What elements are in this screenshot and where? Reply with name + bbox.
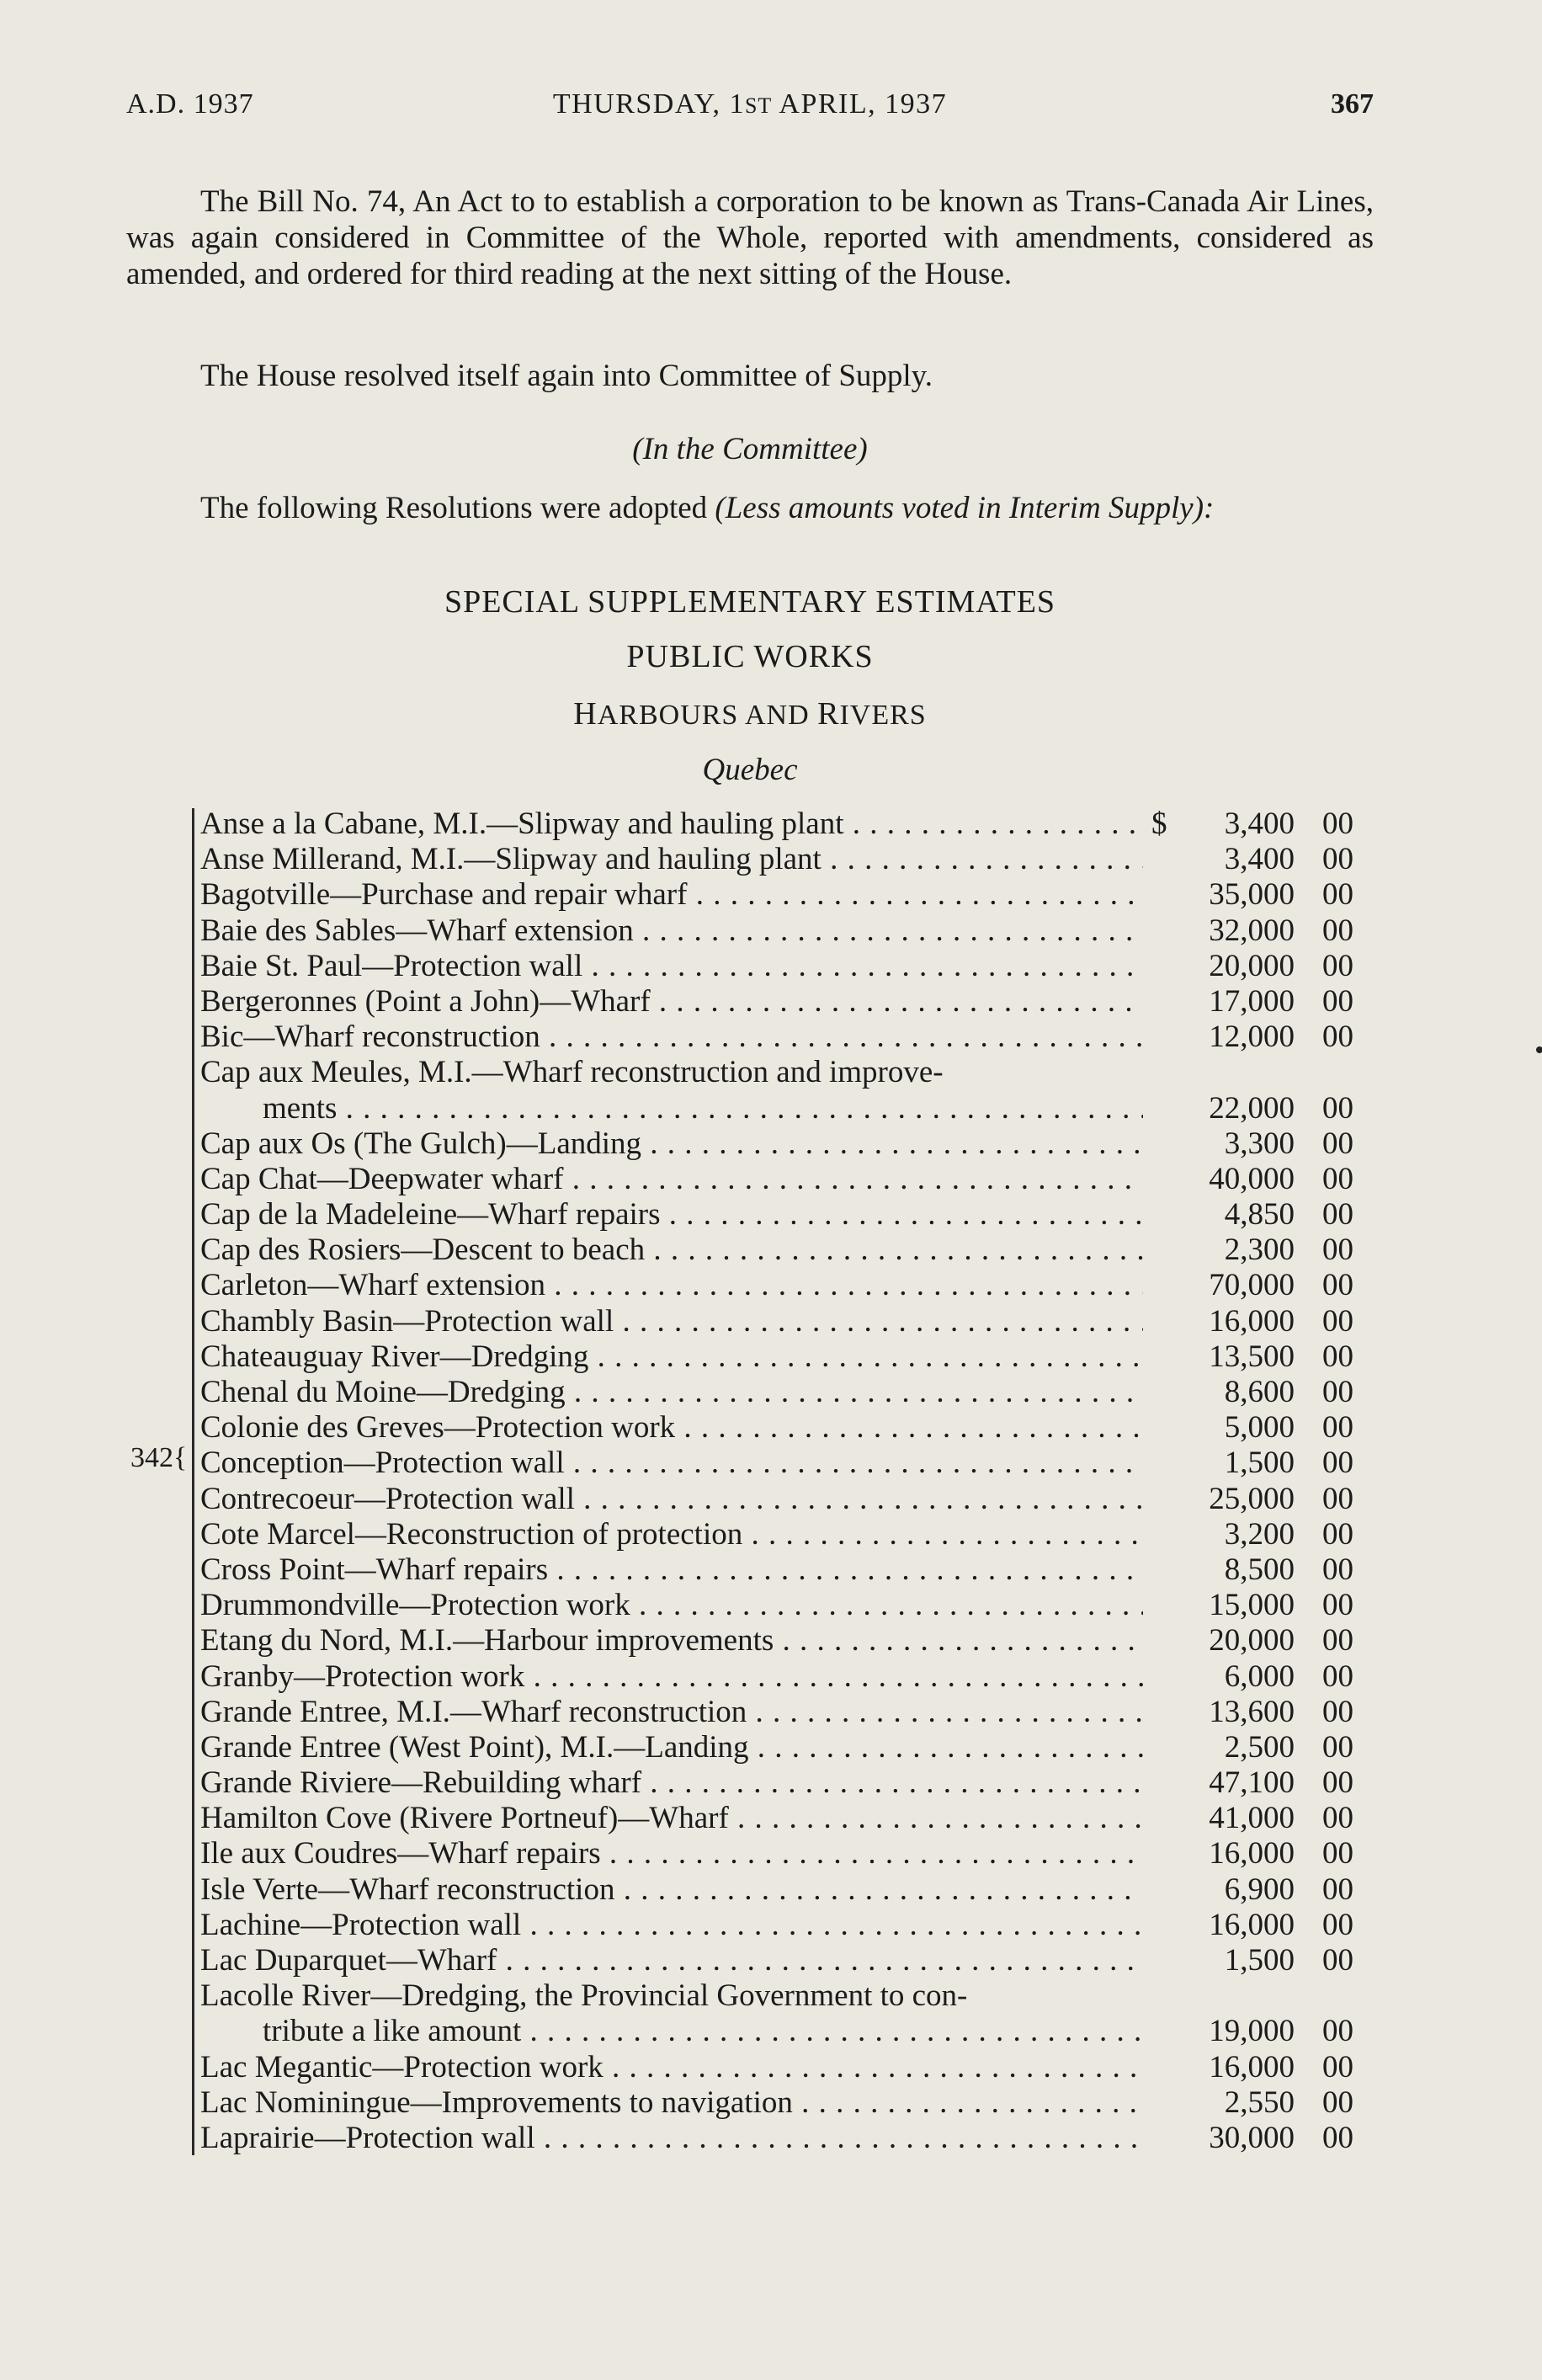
- section-heading: SPECIAL SUPPLEMENTARY ESTIMATES: [444, 584, 1056, 620]
- margin-dot: [1536, 1046, 1542, 1053]
- item-description: Grande Entree (West Point), M.I.—Landing . . .: [200, 1730, 1143, 1765]
- item-description: Drummondville—Protection work . . .: [200, 1588, 1143, 1623]
- list-item: [200, 1268, 1387, 1303]
- item-amount: 12,000 00: [1209, 1020, 1353, 1055]
- item-description: tribute a like amount . . .: [200, 2014, 1143, 2049]
- list-item: [200, 2085, 1387, 2121]
- item-amount: 8,600 00: [1224, 1375, 1353, 1409]
- list-item: [200, 877, 1387, 913]
- item-amount: 2,500 00: [1224, 1729, 1353, 1765]
- item-description: Cap des Rosiers—Descent to beach . . .: [200, 1233, 1143, 1268]
- item-amount: 1,500 00: [1224, 1943, 1353, 1978]
- item-amount: 6,000 00: [1224, 1659, 1353, 1694]
- item-description: Carleton—Wharf extension . . .: [200, 1268, 1143, 1303]
- item-description: Lac Nominingue—Improvements to navigation . . .: [200, 2085, 1143, 2121]
- list-item: [200, 984, 1387, 1020]
- list-item: [200, 913, 1387, 949]
- item-description: Cap de la Madeleine—Wharf repairs . . .: [200, 1197, 1143, 1233]
- item-description: Chambly Basin—Protection wall . . .: [200, 1304, 1143, 1339]
- item-description: ments . . .: [200, 1091, 1143, 1126]
- list-item: [200, 807, 1387, 842]
- item-amount: 20,000 00: [1209, 1623, 1353, 1659]
- item-amount: 15,000 00: [1209, 1588, 1353, 1623]
- item-description: Chenal du Moine—Dredging . . .: [200, 1375, 1143, 1410]
- item-amount: 4,850 00: [1224, 1197, 1353, 1233]
- list-item: [200, 1339, 1387, 1375]
- list-item: [200, 1233, 1387, 1268]
- supply-paragraph: The House resolved itself again into Committee of Supply.: [200, 359, 933, 393]
- item-amount: 3,200 00: [1224, 1516, 1353, 1552]
- list-item: [200, 1410, 1387, 1446]
- item-description: Etang du Nord, M.I.—Harbour improvements . . .: [200, 1623, 1143, 1659]
- list-item: [200, 1659, 1387, 1695]
- item-amount: 35,000 00: [1209, 877, 1353, 913]
- list-item: [200, 1552, 1387, 1588]
- page-header: [126, 88, 1374, 125]
- item-amount: 16,000 00: [1209, 2049, 1353, 2084]
- item-amount: 32,000 00: [1209, 913, 1353, 948]
- list-item: [200, 1197, 1387, 1233]
- list-item: [200, 1517, 1387, 1552]
- list-item: [200, 2121, 1387, 2156]
- item-description: Baie des Sables—Wharf extension . . .: [200, 913, 1143, 949]
- list-item: [200, 1978, 1387, 2014]
- item-description: Cap aux Meules, M.I.—Wharf reconstruction and improve-: [200, 1055, 944, 1090]
- list-item: [200, 1126, 1387, 1162]
- item-description: Cap Chat—Deepwater wharf . . .: [200, 1162, 1143, 1197]
- item-description: Laprairie—Protection wall . . .: [200, 2121, 1143, 2156]
- estimates-list: [200, 807, 1387, 2156]
- item-description: Contrecoeur—Protection wall . . .: [200, 1482, 1143, 1517]
- item-description: Cross Point—Wharf repairs . . .: [200, 1552, 1143, 1588]
- item-description: Granby—Protection work . . .: [200, 1659, 1143, 1695]
- item-description: Lachine—Protection wall . . .: [200, 1908, 1143, 1943]
- item-description: Bergeronnes (Point a John)—Wharf . . .: [200, 984, 1143, 1020]
- item-description: Hamilton Cove (Rivere Portneuf)—Wharf . . .: [200, 1801, 1143, 1836]
- item-description: Lac Duparquet—Wharf . . .: [200, 1943, 1143, 1978]
- list-item: [200, 842, 1387, 877]
- item-description: Lacolle River—Dredging, the Provincial Government to con-: [200, 1978, 968, 2014]
- item-description: Anse a la Cabane, M.I.—Slipway and hauling plant . . .: [200, 807, 1143, 842]
- list-item: [200, 1482, 1387, 1517]
- item-description: Chateauguay River—Dredging . . .: [200, 1339, 1143, 1375]
- item-amount: 13,500 00: [1209, 1339, 1353, 1374]
- item-amount: 3,300 00: [1224, 1126, 1353, 1161]
- item-description: Grande Entree, M.I.—Wharf reconstruction . . .: [200, 1695, 1143, 1730]
- list-item: [200, 1765, 1387, 1801]
- list-item: [200, 1375, 1387, 1410]
- header-date: THURSDAY, 1ST APRIL, 1937: [552, 88, 948, 120]
- list-item: [200, 1446, 1387, 1481]
- page-number: 367: [1331, 88, 1374, 120]
- list-item: [200, 1588, 1387, 1623]
- resolutions-paragraph: The following Resolutions were adopted (Less amounts voted in Interim Supply):: [200, 491, 1215, 525]
- item-amount: 47,100 00: [1209, 1765, 1353, 1801]
- item-description: Colonie des Greves—Protection work . . .: [200, 1410, 1143, 1446]
- item-amount: 2,300 00: [1224, 1233, 1353, 1268]
- list-item: [200, 1836, 1387, 1872]
- list-item: [200, 1801, 1387, 1836]
- item-amount: 6,900 00: [1224, 1872, 1353, 1907]
- list-item: [200, 1623, 1387, 1659]
- list-item: [200, 2014, 1387, 2049]
- list-item: [200, 1943, 1387, 1978]
- brace-rule: [192, 808, 194, 2155]
- item-description: Anse Millerand, M.I.—Slipway and hauling plant . . .: [200, 842, 1143, 877]
- item-amount: 19,000 00: [1209, 2014, 1353, 2049]
- item-amount: 25,000 00: [1209, 1481, 1353, 1516]
- department-heading: PUBLIC WORKS: [626, 639, 874, 674]
- list-item: [200, 1872, 1387, 1908]
- vote-number: 342{: [130, 1442, 188, 1473]
- item-description: Cap aux Os (The Gulch)—Landing . . .: [200, 1126, 1143, 1162]
- item-amount: 5,000 00: [1224, 1410, 1353, 1446]
- list-item: [200, 2050, 1387, 2085]
- committee-note: (In the Committee): [632, 432, 868, 466]
- item-amount: 3,400 00: [1224, 807, 1353, 841]
- item-amount: 22,000 00: [1209, 1090, 1353, 1126]
- list-item: [200, 1091, 1387, 1126]
- list-item: [200, 1020, 1387, 1055]
- item-description: Isle Verte—Wharf reconstruction . . .: [200, 1872, 1143, 1908]
- item-amount: 20,000 00: [1209, 948, 1353, 983]
- item-amount: 16,000 00: [1209, 1303, 1353, 1339]
- list-item: [200, 1055, 1387, 1090]
- item-amount: 40,000 00: [1209, 1161, 1353, 1196]
- list-item: [200, 949, 1387, 984]
- bill-paragraph: The Bill No. 74, An Act to to establish a corporation to be known as Trans-Canada Air Lines, was again considered in Committee of the Whole, reported with amendments, considered as amended, and ordered for third reading at the next sitting of the House.: [126, 184, 1374, 291]
- list-item: [200, 1304, 1387, 1339]
- item-amount: [1135, 1055, 1353, 1090]
- header-year: A.D. 1937: [126, 88, 254, 120]
- item-description: Bagotville—Purchase and repair wharf . . .: [200, 877, 1143, 913]
- item-amount: 2,550 00: [1224, 2084, 1353, 2120]
- category-heading: HARBOURS AND RIVERS: [573, 696, 927, 732]
- list-item: [200, 1695, 1387, 1730]
- item-description: Ile aux Coudres—Wharf repairs . . .: [200, 1836, 1143, 1872]
- item-amount: 16,000 00: [1209, 1836, 1353, 1872]
- item-amount: 16,000 00: [1209, 1907, 1353, 1942]
- item-description: Conception—Protection wall . . .: [200, 1446, 1143, 1481]
- item-description: Bic—Wharf reconstruction . . .: [200, 1020, 1143, 1055]
- item-description: Baie St. Paul—Protection wall . . .: [200, 949, 1143, 984]
- list-item: [200, 1908, 1387, 1943]
- item-amount: 70,000 00: [1209, 1268, 1353, 1303]
- item-description: Lac Megantic—Protection work . . .: [200, 2050, 1143, 2085]
- item-amount: 8,500 00: [1224, 1552, 1353, 1587]
- item-description: Cote Marcel—Reconstruction of protection . . .: [200, 1517, 1143, 1552]
- item-amount: 13,600 00: [1209, 1694, 1353, 1729]
- item-amount: [1135, 1978, 1353, 2014]
- item-amount: 3,400 00: [1224, 842, 1353, 877]
- dollar-sign: $: [1151, 807, 1167, 841]
- item-amount: 41,000 00: [1209, 1801, 1353, 1836]
- item-amount: 1,500 00: [1224, 1446, 1353, 1481]
- item-amount: 17,000 00: [1209, 983, 1353, 1019]
- item-amount: 30,000 00: [1209, 2120, 1353, 2155]
- list-item: [200, 1730, 1387, 1765]
- province-heading: Quebec: [702, 753, 798, 787]
- list-item: [200, 1162, 1387, 1197]
- item-description: Grande Riviere—Rebuilding wharf . . .: [200, 1765, 1143, 1801]
